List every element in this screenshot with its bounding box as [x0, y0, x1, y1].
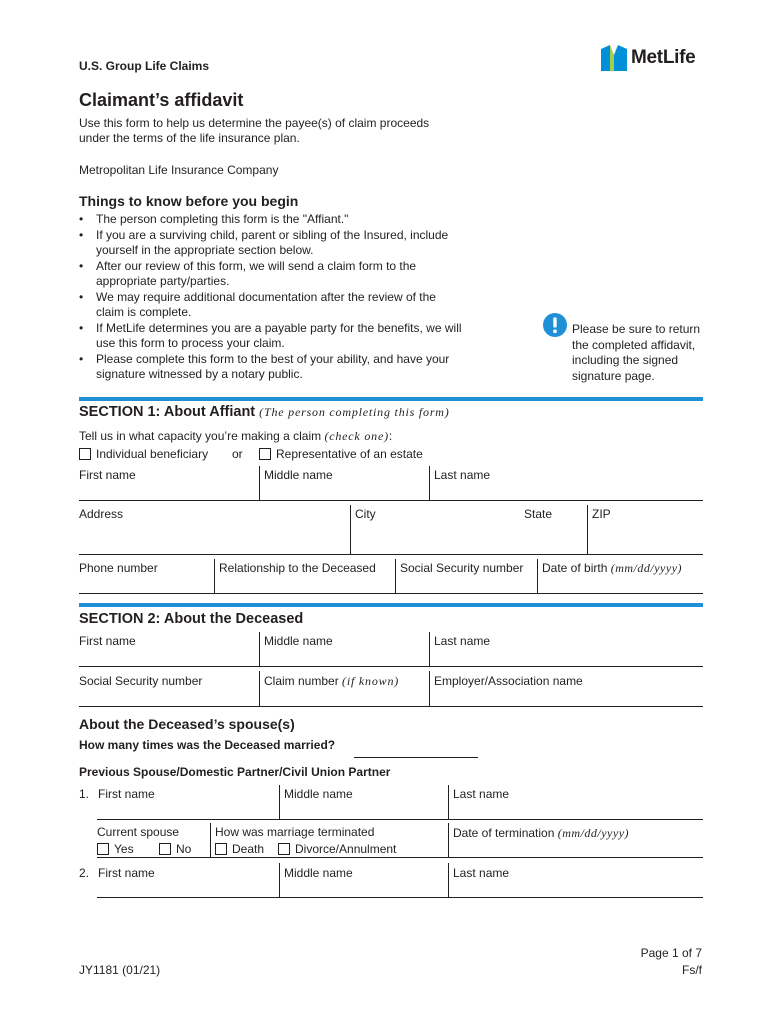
capacity-note: (check one) — [324, 429, 389, 443]
field-underline — [79, 554, 703, 555]
married-count-question: How many times was the Deceased married? — [79, 738, 336, 752]
how-terminated-label: How was marriage terminated — [215, 825, 375, 839]
field-divider — [448, 863, 449, 897]
affiant-zip-label: ZIP — [592, 507, 611, 521]
field-underline — [97, 819, 703, 820]
field-divider — [448, 823, 449, 857]
affiant-first-name-label: First name — [79, 468, 136, 482]
intro-text-line2: under the terms of the life insurance plan. — [79, 131, 300, 145]
spouse2-number: 2. — [79, 866, 90, 880]
field-divider — [587, 505, 588, 554]
footer-form-code: JY1181 (01/21) — [79, 963, 161, 977]
field-underline — [79, 500, 703, 501]
metlife-logo-mark-icon — [601, 45, 627, 71]
current-spouse-label: Current spouse — [97, 825, 180, 839]
field-divider — [259, 671, 260, 706]
current-spouse-yes-option[interactable] — [97, 842, 134, 856]
divorce-label: Divorce/Annulment — [295, 842, 397, 856]
field-underline — [79, 666, 703, 667]
field-divider — [429, 632, 430, 666]
affiant-dob-label — [542, 561, 682, 576]
footer-page-number: Page 1 of 7 — [640, 946, 702, 960]
terminated-death-checkbox[interactable] — [215, 843, 227, 855]
individual-beneficiary-label: Individual beneficiary — [96, 447, 209, 461]
affiant-last-name-label: Last name — [434, 468, 491, 482]
claim-number-note: (if known) — [342, 674, 400, 688]
affiant-state-label: State — [524, 507, 553, 521]
spouse1-number: 1. — [79, 787, 90, 801]
married-count-field[interactable] — [354, 757, 478, 758]
affiant-ssn-label: Social Security number — [400, 561, 524, 575]
spouse1-last-name-label: Last name — [453, 787, 510, 801]
previous-spouse-heading: Previous Spouse/Domestic Partner/Civil Union Partner — [79, 765, 391, 779]
section2-title: SECTION 2: About the Deceased — [79, 611, 304, 627]
spouse2-last-name-label: Last name — [453, 866, 510, 880]
deceased-first-name-label: First name — [79, 634, 136, 648]
field-divider — [214, 559, 215, 593]
affiant-relationship-label: Relationship to the Deceased — [219, 561, 376, 575]
field-underline — [79, 593, 703, 594]
deceased-ssn-label: Social Security number — [79, 674, 203, 688]
company-name: Metropolitan Life Insurance Company — [79, 163, 279, 177]
list-item: • If you are a surviving child, parent or sibling of the Insured, include yourself in the appropriate section below. — [79, 228, 464, 259]
deceased-middle-name-label: Middle name — [264, 634, 333, 648]
field-divider — [279, 785, 280, 819]
date-termination-format: (mm/dd/yyyy) — [557, 826, 630, 840]
affiant-address-label: Address — [79, 507, 124, 521]
deceased-claim-number-label — [264, 674, 399, 689]
field-underline — [97, 857, 703, 858]
or-label: or — [232, 447, 243, 461]
spouse1-first-name-label: First name — [98, 787, 155, 801]
things-to-know-list — [79, 212, 464, 383]
affiant-dob-format: (mm/dd/yyyy) — [610, 561, 683, 575]
section1-title-text: SECTION 1: About Affiant — [79, 404, 256, 420]
deceased-last-name-label: Last name — [434, 634, 491, 648]
individual-beneficiary-option[interactable] — [79, 447, 208, 461]
current-spouse-no-checkbox[interactable] — [159, 843, 171, 855]
spouse1-middle-name-label: Middle name — [284, 787, 353, 801]
section1-title — [79, 404, 450, 420]
field-divider — [210, 823, 211, 857]
terminated-divorce-option[interactable] — [278, 842, 396, 856]
affiant-city-label: City — [355, 507, 376, 521]
field-underline — [79, 706, 703, 707]
estate-representative-label: Representative of an estate — [276, 447, 423, 461]
field-divider — [448, 785, 449, 819]
list-item: • After our review of this form, we will send a claim form to the appropriate party/parties. — [79, 259, 464, 290]
claim-number-text: Claim number — [264, 674, 339, 688]
estate-representative-option[interactable] — [259, 447, 423, 461]
section1-divider — [79, 397, 703, 401]
terminated-death-option[interactable] — [215, 842, 264, 856]
death-label: Death — [232, 842, 265, 856]
capacity-prompt-text: Tell us in what capacity you’re making a claim — [79, 429, 322, 443]
terminated-divorce-checkbox[interactable] — [278, 843, 290, 855]
spouse-heading: About the Deceased’s spouse(s) — [79, 716, 295, 732]
list-item: • Please complete this form to the best of your ability, and have your signature witnessed by a notary public. — [79, 352, 464, 383]
notice-text: Please be sure to return the completed affidavit, including the signed signature page. — [572, 322, 701, 383]
yes-label: Yes — [114, 842, 134, 856]
field-divider — [279, 863, 280, 897]
list-item: • We may require additional documentation after the review of the claim is complete. — [79, 290, 464, 321]
field-divider — [259, 466, 260, 500]
affiant-middle-name-label: Middle name — [264, 468, 333, 482]
page-title: Claimant’s affidavit — [79, 90, 244, 110]
field-divider — [395, 559, 396, 593]
no-label: No — [176, 842, 192, 856]
field-underline — [97, 897, 703, 898]
spouse2-first-name-label: First name — [98, 866, 155, 880]
field-divider — [429, 671, 430, 706]
date-termination-label — [453, 826, 629, 841]
section1-title-note: (The person completing this form) — [259, 405, 450, 419]
field-divider — [259, 632, 260, 666]
current-spouse-no-option[interactable] — [159, 842, 191, 856]
list-item: • If MetLife determines you are a payable party for the benefits, we will use this form to process your claim. — [79, 321, 464, 352]
affiant-dob-text: Date of birth — [542, 561, 608, 575]
field-divider — [537, 559, 538, 593]
estate-representative-checkbox[interactable] — [259, 448, 271, 460]
capacity-colon: : — [388, 429, 393, 443]
intro-text-line1: Use this form to help us determine the payee(s) of claim proceeds — [79, 116, 430, 130]
list-item: • The person completing this form is the "Affiant." — [79, 212, 464, 228]
date-termination-text: Date of termination — [453, 826, 555, 840]
things-to-know-heading: Things to know before you begin — [79, 193, 299, 209]
affiant-phone-label: Phone number — [79, 561, 158, 575]
metlife-logo-text: MetLife — [631, 47, 696, 68]
spouse2-middle-name-label: Middle name — [284, 866, 353, 880]
metlife-logo — [601, 45, 711, 73]
field-divider — [350, 505, 351, 554]
capacity-prompt — [79, 429, 392, 444]
section2-divider — [79, 603, 703, 607]
footer-code: Fs/f — [682, 963, 702, 977]
current-spouse-yes-checkbox[interactable] — [97, 843, 109, 855]
individual-beneficiary-checkbox[interactable] — [79, 448, 91, 460]
exclamation-icon — [543, 313, 567, 337]
form-category: U.S. Group Life Claims — [79, 59, 210, 73]
field-divider — [429, 466, 430, 500]
deceased-employer-label: Employer/Association name — [434, 674, 583, 688]
